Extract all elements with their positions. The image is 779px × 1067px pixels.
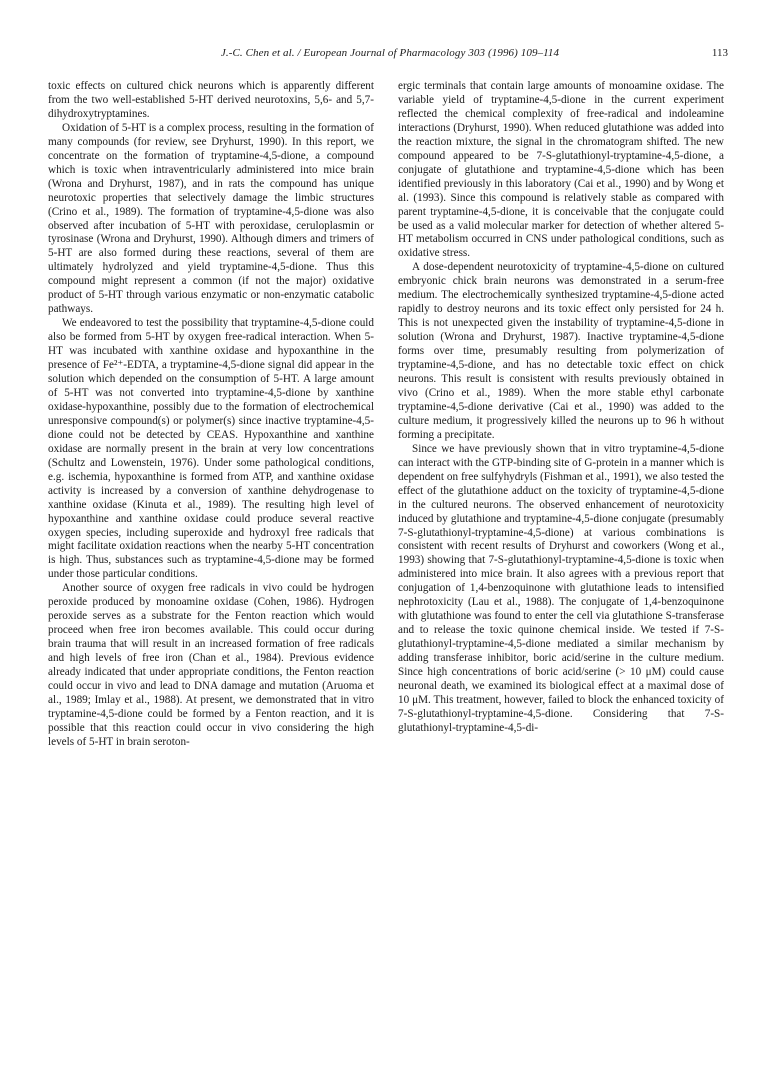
running-head: J.-C. Chen et al. / European Journal of Pharmacology 303 (1996) 109–114	[220, 47, 560, 59]
left-column	[48, 80, 374, 750]
paragraph: Since we have previously shown that in vitro tryptamine-4,5-dione can interact with the GTP-binding site of G-protein in a manner which is dependent on free sulfyhydryls (Fishman et al., 1991), we also tested the effect of the glutathione adduct on the toxicity of tryptamine-4,5-dione in the cultured neurons. The observed enhancement of neurotoxicity induced by glutathione and tryptamine-4,5-dione conjugate (presumably 7-S-glutathionyl-tryptamine-4,5-dione) at various combinations is consistent with recent results of Dryhurst and coworkers (Wong et al., 1993) showing that 7-S-glutathionyl-tryptamine-4,5-dione is toxic when administered into mice brain. It also agrees with a previous report that conjugation of 1,4-benzoquinone with glutathione leads to intensified nephrotoxicity (Lau et al., 1988). The conjugate of 1,4-benzoquinone with glutathione was found to enter the cell via glutathione S-transferase and to release the toxic quinone chemical inside. We tested if 7-S-glutathionyl-tryptamine-4,5-dione mediated a similar mechanism by adding transferase inhibitor, boric acid/serine in the culture medium. Since high concentrations of boric acid/serine (> 10 μM) could cause neuronal death, we examined its biological effect at a maximal dose of 10 μM. This treatment, however, failed to block the enhanced toxicity of 7-S-glutathionyl-tryptamine-4,5-dione. Considering that 7-S-glutathionyl-tryptamine-4,5-di-	[398, 442, 724, 734]
paragraph: We endeavored to test the possibility that tryptamine-4,5-dione could also be formed from 5-HT by oxygen free-radical interaction. When 5-HT was incubated with xanthine oxidase and hypoxanthine in the presence of Fe²⁺-EDTA, a tryptamine-4,5-dione signal did appear in the solution which depended on the consumption of 5-HT. A large amount of 5-HT was not converted into tryptamine-4,5-dione by xanthine oxidase-hypoxanthine, possibly due to the formation of electrochemical unresponsive compound(s) or polymer(s) since inactive tryptamine-4,5-dione could not be detected by CEAS. Hypoxanthine and xanthine oxidase are normally present in the brain at very low concentrations (Schultz and Lowenstein, 1976). Under some pathological conditions, e.g. ischemia, hypoxanthine is formed from ATP, and xanthine oxidase activity is increased by a conversion of xanthine dehydrogenase to xanthine oxidase (Kinuta et al., 1989). The resulting high level of hypoxanthine and xanthine oxidase could produce several reactive oxygen species, including superoxide and hydroxyl free radicals that might facilitate oxidation reactions when the nearby 5-HT concentration is high. Thus, substances such as tryptamine-4,5-dione may be formed under those particular conditions.	[48, 317, 374, 581]
page-number: 113	[711, 47, 728, 59]
page-header	[52, 47, 728, 67]
right-column	[398, 80, 724, 736]
paragraph: Another source of oxygen free radicals in vivo could be hydrogen peroxide produced by monoamine oxidase (Cohen, 1986). Hydrogen peroxide serves as a substrate for the Fenton reaction which would proceed when free iron becomes available. This could occur during brain trauma that will result in an increased formation of free radicals and high levels of free iron (Chan et al., 1984). Previous evidence already indicated that under appropriate conditions, the Fenton reaction could occur in vivo and lead to DNA damage and mutation (Aruoma et al., 1989; Imlay et al., 1988). At present, we demonstrated that in vitro tryptamine-4,5-dione could be formed by a Fenton reaction, and it is possible that this reaction could occur in vivo considering the high levels of 5-HT in brain seroton-	[48, 582, 374, 748]
paragraph: toxic effects on cultured chick neurons which is apparently different from the two well-established 5-HT derived neurotoxins, 5,6- and 5,7-dihydroxytryptamines.	[48, 80, 374, 120]
paragraph: ergic terminals that contain large amounts of monoamine oxidase. The variable yield of tryptamine-4,5-dione in the current experiment reflected the chemical complexity of free-radical and indoleamine interactions (Dryhurst, 1990). When reduced glutathione was added into the reaction mixture, the signal in the chromatogram shifted. The new compound appeared to be 7-S-glutathionyl-tryptamine-4,5-dione, a conjugate of glutathione and tryptamine-4,5-dione which has been identified previously in this laboratory (Cai et al., 1990) and by Wong et al. (1993). Since this compound is relatively stable as compared with parent tryptamine-4,5-dione, it is conceivable that the conjugate could be used as a valid molecular marker for detection of whether altered 5-HT metabolism occurred in CNS under pathological conditions, such as oxidative stress.	[398, 80, 724, 260]
paragraph: Oxidation of 5-HT is a complex process, resulting in the formation of many compounds (for review, see Dryhurst, 1990). In this report, we concentrate on the formation of tryptamine-4,5-dione, a compound which is toxic when intraventricularly administered into mice brain (Wrona and Dryhurst, 1987), and in rats the compound has unique neurotoxic properties that selectively damage the limbic structures (Crino et al., 1989). The formation of tryptamine-4,5-dione was also observed after incubation of 5-HT with peroxidase, ceruloplasmin or tyrosinase (Wrona and Dryhurst, 1990). Although dimers and trimers of 5-HT are also formed during these reactions, several of them are ultimately hydrolyzed and yield tryptamine-4,5-dione. Thus this compound might represent a common (if not the major) oxidative product of 5-HT through various enzymatic or non-enzymatic catabolic pathways.	[48, 121, 374, 316]
paragraph: A dose-dependent neurotoxicity of tryptamine-4,5-dione on cultured embryonic chick brain neurons was demonstrated in a serum-free medium. The electrochemically synthesized tryptamine-4,5-dione acted rapidly to destroy neurons and its toxic effect only persisted for 24 h. This is not unexpected given the instability of tryptamine-4,5-dione in solution (Wrona and Dryhurst, 1987). Inactive tryptamine-4,5-dione forms over time, presumably resulting from polymerization of tryptamine-4,5-dione, and has no detectable toxic effect on chick neurons. This result is consistent with results previously obtained in vivo (Crino et al., 1989). When the more stable ethyl carbonate tryptamine-4,5-dione derivative (Cai et al., 1990) was added to the culture medium, it progressively killed the neurons up to 96 h without forming a precipitate.	[398, 261, 724, 441]
